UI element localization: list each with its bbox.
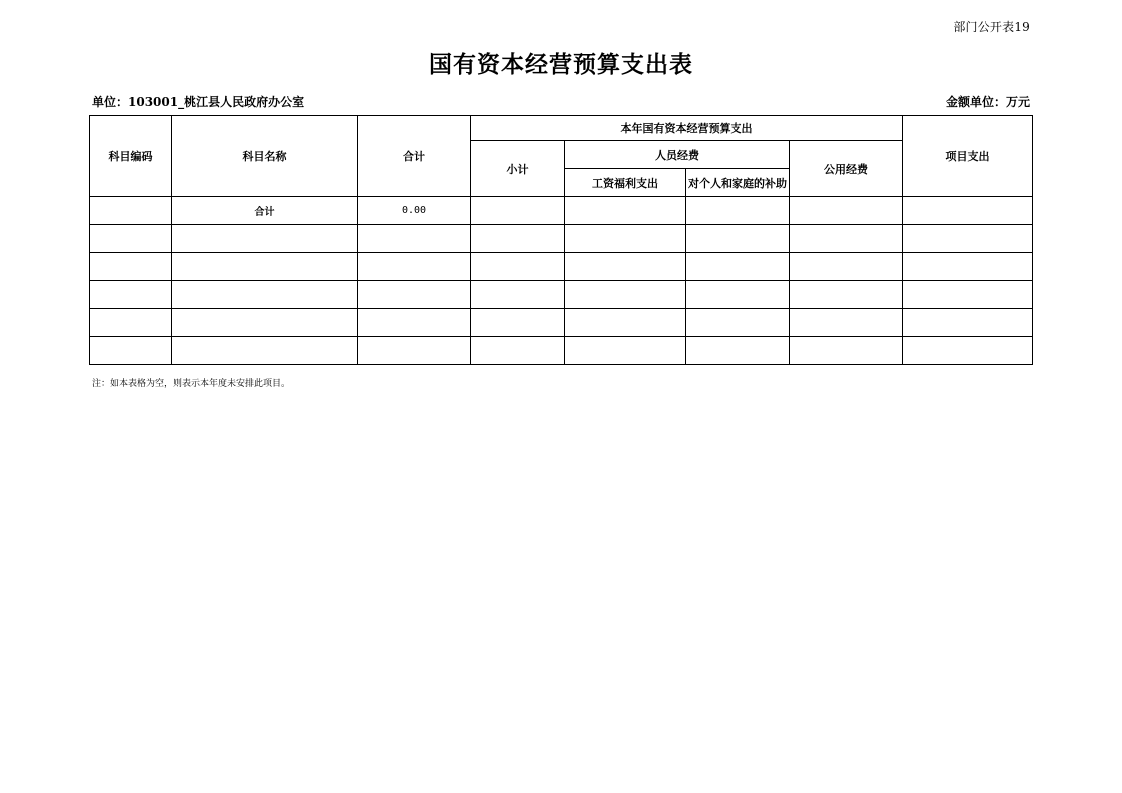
cell-code [90, 281, 172, 309]
cell-code [90, 309, 172, 337]
cell-wages [565, 197, 686, 225]
table-row [90, 281, 1033, 309]
cell-wages [565, 309, 686, 337]
cell-name [172, 253, 358, 281]
cell-code [90, 225, 172, 253]
header-subtotal: 小计 [471, 141, 565, 197]
header-project-expense: 项目支出 [903, 116, 1033, 197]
header-total: 合计 [358, 116, 471, 197]
cell-code [90, 253, 172, 281]
cell-wages [565, 337, 686, 365]
header-family-subsidy: 对个人和家庭的补助 [686, 169, 790, 197]
cell-subtotal [471, 309, 565, 337]
cell-public [790, 337, 903, 365]
cell-subsidy [686, 337, 790, 365]
table-row [90, 337, 1033, 365]
header-subject-name: 科目名称 [172, 116, 358, 197]
unit-label: 单位：103001_桃江县人民政府办公室 [92, 95, 305, 109]
cell-name: 合计 [172, 197, 358, 225]
table-row [90, 253, 1033, 281]
cell-project [903, 281, 1033, 309]
table-row [90, 225, 1033, 253]
cell-total [358, 309, 471, 337]
cell-subtotal [471, 197, 565, 225]
header-subject-code: 科目编码 [90, 116, 172, 197]
cell-subsidy [686, 197, 790, 225]
cell-total [358, 225, 471, 253]
cell-total [358, 281, 471, 309]
cell-name [172, 309, 358, 337]
cell-subsidy [686, 281, 790, 309]
cell-wages [565, 225, 686, 253]
form-number: 部门公开表19 [953, 20, 1030, 34]
cell-public [790, 225, 903, 253]
header-public-expense: 公用经费 [790, 141, 903, 197]
cell-total: 0.00 [358, 197, 471, 225]
header-wages-welfare: 工资福利支出 [565, 169, 686, 197]
cell-wages [565, 281, 686, 309]
cell-subsidy [686, 225, 790, 253]
header-personnel-group: 人员经费 [565, 141, 790, 169]
cell-code [90, 197, 172, 225]
header-current-year-group: 本年国有资本经营预算支出 [471, 116, 903, 141]
footnote: 注：如本表格为空，则表示本年度未安排此项目。 [92, 379, 291, 389]
cell-name [172, 225, 358, 253]
budget-table [89, 115, 1033, 365]
cell-code [90, 337, 172, 365]
cell-project [903, 337, 1033, 365]
cell-subsidy [686, 253, 790, 281]
cell-total [358, 253, 471, 281]
cell-public [790, 309, 903, 337]
table-row [90, 309, 1033, 337]
cell-name [172, 337, 358, 365]
cell-project [903, 197, 1033, 225]
cell-subtotal [471, 225, 565, 253]
cell-name [172, 281, 358, 309]
amount-unit-label: 金额单位：万元 [945, 95, 1030, 109]
cell-project [903, 253, 1033, 281]
cell-project [903, 225, 1033, 253]
cell-total [358, 337, 471, 365]
cell-wages [565, 253, 686, 281]
page-title: 国有资本经营预算支出表 [429, 52, 693, 78]
table-row [90, 197, 1033, 225]
cell-subtotal [471, 253, 565, 281]
cell-public [790, 253, 903, 281]
cell-subtotal [471, 337, 565, 365]
cell-subtotal [471, 281, 565, 309]
cell-project [903, 309, 1033, 337]
cell-public [790, 197, 903, 225]
cell-public [790, 281, 903, 309]
cell-subsidy [686, 309, 790, 337]
